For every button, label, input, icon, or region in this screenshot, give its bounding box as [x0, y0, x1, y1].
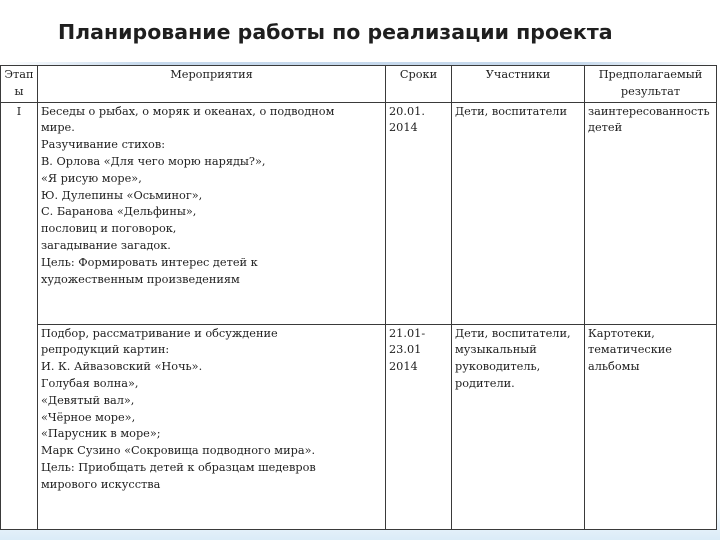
header-dates-label: Сроки	[399, 68, 438, 81]
dates-cell	[386, 324, 452, 529]
participants-text: Дети, воспитатели	[455, 104, 568, 118]
stage-number-cell	[1, 102, 38, 529]
header-result-label: Предполагаемый результат	[598, 68, 703, 98]
result-text: Картотеки, тематические альбомы	[588, 326, 672, 374]
table-header-row	[1, 66, 717, 103]
dates-text: 21.01- 23.01 2014	[389, 326, 426, 374]
participants-text: Дети, воспитатели, музыкальный руководитель, родители.	[455, 326, 571, 390]
participants-cell	[452, 324, 585, 529]
result-text: заинтересованность детей	[588, 104, 710, 135]
header-participants-label: Участники	[485, 68, 551, 81]
table-row	[1, 102, 717, 324]
header-dates	[386, 66, 452, 103]
dates-text: 20.01. 2014	[389, 104, 425, 135]
activities-cell	[38, 102, 386, 324]
dates-cell	[386, 102, 452, 324]
header-participants	[452, 66, 585, 103]
page-title: Планирование работы по реализации проекта	[58, 20, 613, 44]
table-row	[1, 324, 717, 529]
header-activities-label: Мероприятия	[170, 68, 253, 81]
header-stage-label: Этап ы	[4, 68, 34, 98]
result-cell	[585, 102, 717, 324]
header-activities	[38, 66, 386, 103]
activities-text: Подбор, рассматривание и обсуждение репродукций картин: И. К. Айвазовский «Ночь». Голубая волна», «Девятый вал», «Чёрное море», «Парусник в море»; Марк Сузино «Сокровища подводного мира». Цель: Приобщать детей к образцам шедевров мирового искусства	[41, 326, 316, 491]
result-cell	[585, 324, 717, 529]
activities-text: Беседы о рыбах, о моряк и океанах, о подводном мире. Разучивание стихов: В. Орлова «Для чего морю наряды?», «Я рисую море», Ю. Дулепины «Осьминог», С. Баранова «Дельфины», пословиц и поговорок, загадывание загадок. Цель: Формировать интерес детей к художественным произведениям	[41, 104, 335, 286]
project-plan-table	[0, 65, 717, 530]
activities-cell	[38, 324, 386, 529]
participants-cell	[452, 102, 585, 324]
stage-number: I	[16, 104, 22, 118]
header-result	[585, 66, 717, 103]
header-stage	[1, 66, 38, 103]
